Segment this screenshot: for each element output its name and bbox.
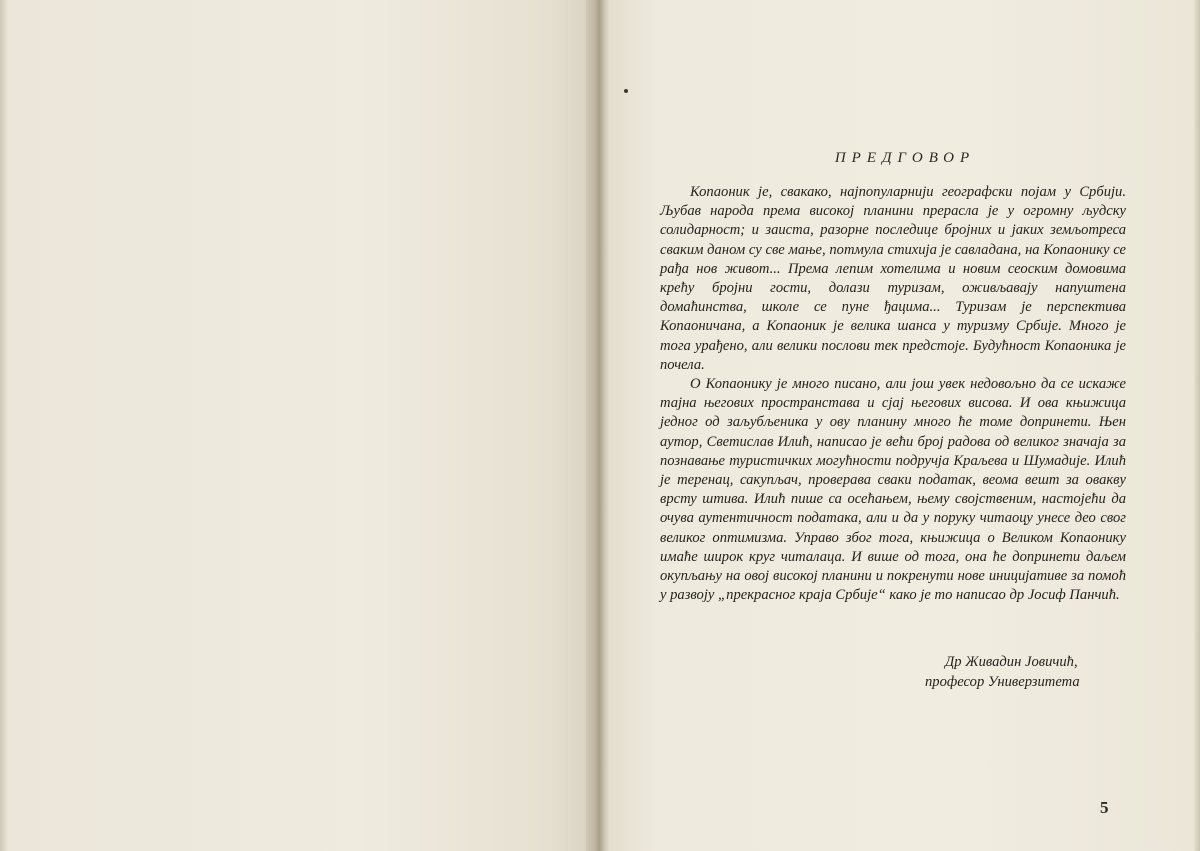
- preface-body: [660, 183, 1126, 605]
- left-page-blank: [0, 0, 598, 851]
- signature-block: [900, 653, 1130, 692]
- signature-name: Др Живадин Јовичић,: [945, 654, 1078, 670]
- paragraph: О Копаонику је много писано, али још увек недовољно да се искаже тајна његових пространстава и сјај његових висова. И ова књижица једног од заљубљеника у ову планину много ће томе допринети. Њен аутор, Светислав Илић, написао је већи број радова од великог значаја за познавање туристичких могућности подручја Краљева и Шумадије. Илић је теренац, сакупљач, проверава сваки податак, веома вешт за овакву врсту штива. Илић пише са осећањем, њему својственим, настојећи да очува аутентичност података, али и да у поруку читаоцу унесе део свог великог оптимизма. Управо због тога, књижица о Великом Копаонику имаће широк круг читалаца. И више од тога, она ће допринети даљем окупљању на овој високој планини и покренути нове иницијативе за помоћ у развоју „прекрасног краја Србије“ како је то написао др Јосиф Панчић.: [660, 376, 1126, 604]
- page-heading: ПРЕДГОВОР: [834, 150, 976, 166]
- right-page-edge: [1194, 0, 1200, 851]
- ink-dot-mark: [624, 89, 628, 93]
- left-page-edge: [0, 0, 8, 851]
- paragraph: Копаоник је, свакако, најпопуларнији географски појам у Србији. Љубав народа према високој планини прерасла је у огромну људску солидарност; и заиста, разорне последице бројних и јаких земљотреса сваким даном су све мање, потмула стихија је савладана, на Копаонику се рађа нов живот... Према лепим хотелима и новим сеоским домовима крећу бројни гости, долази туризам, оживљавају напуштена домаћинства, школе се пуне ђацима... Туризам је перспектива Копаоничана, а Копаоник је велика шанса у туризму Србије. Много је тога урађено, али велики послови тек предстоје. Будућност Копаоника је почела.: [660, 184, 1126, 373]
- book-gutter: [586, 0, 610, 851]
- page-number: 5: [1100, 798, 1109, 817]
- signature-title: професор Универзитета: [925, 673, 1080, 690]
